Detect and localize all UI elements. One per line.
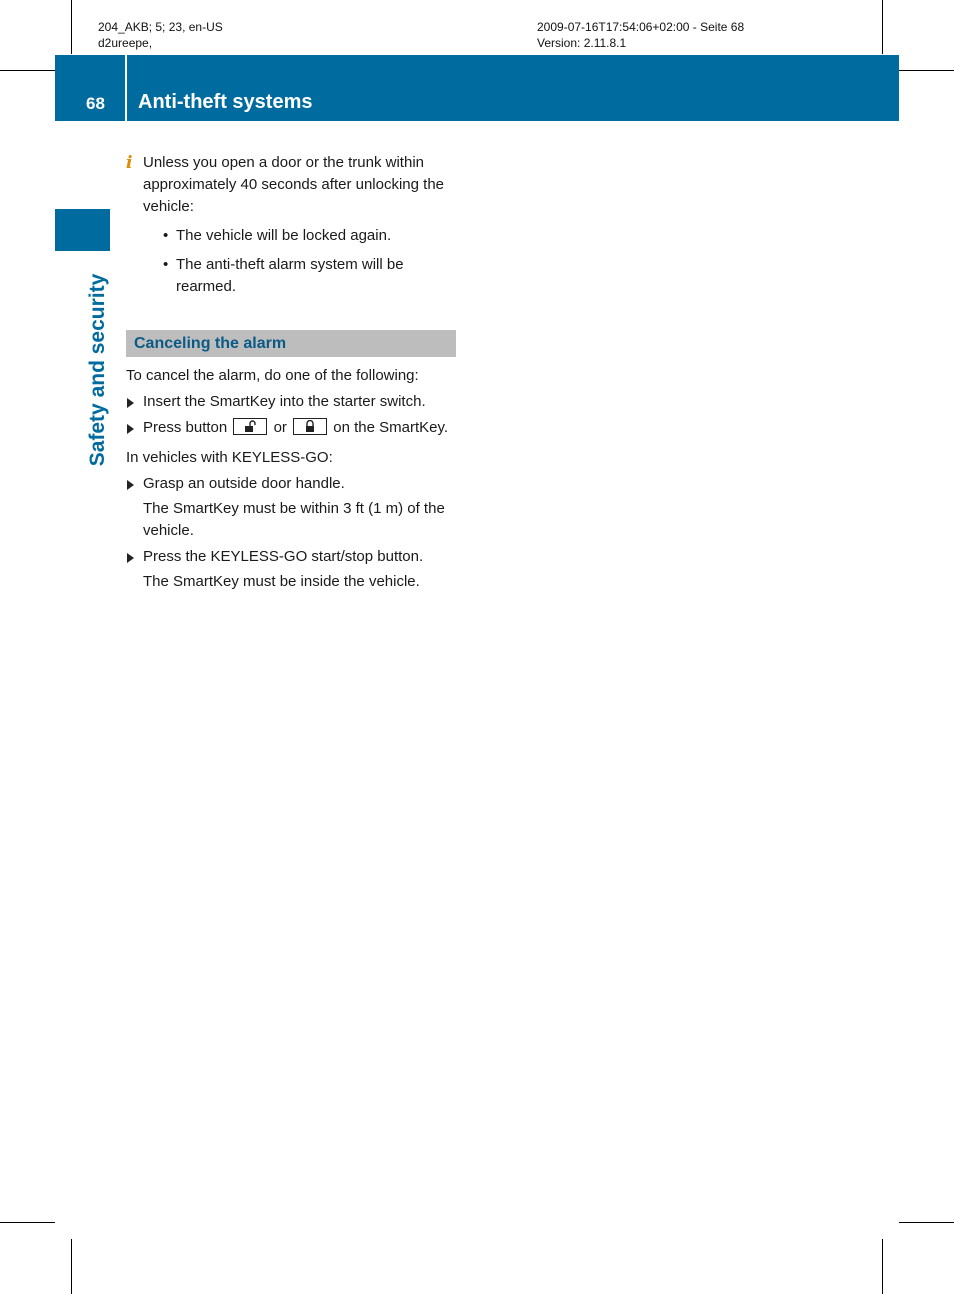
- side-tab-text: Safety and security: [86, 273, 109, 467]
- crop-mark: [0, 1222, 55, 1223]
- page-number: 68: [86, 94, 105, 113]
- crop-mark: [71, 0, 72, 54]
- step-text: Insert the SmartKey into the starter switch.: [143, 393, 426, 410]
- meta-left-line1: 204_AKB; 5; 23, en-US: [98, 20, 223, 34]
- unlock-button-icon: [233, 418, 267, 435]
- meta-right-line1: 2009-07-16T17:54:06+02:00 - Seite 68: [537, 20, 745, 34]
- meta-right-line2: Version: 2.11.8.1: [537, 36, 627, 50]
- list-item: • The anti-theft alarm system will be rearmed.: [159, 254, 456, 298]
- crop-mark: [899, 70, 954, 71]
- info-icon: i: [126, 153, 133, 173]
- info-text: Unless you open a door or the trunk within approximately 40 seconds after unlocking the vehicle:: [143, 154, 445, 215]
- step-text-or: or: [273, 419, 287, 436]
- step-arrow-icon: [127, 480, 134, 490]
- meta-left-line2: d2ureepe,: [98, 36, 153, 50]
- step-arrow-icon: [127, 424, 134, 434]
- step-arrow-icon: [127, 398, 134, 408]
- step-arrow-icon: [127, 553, 134, 563]
- crop-mark: [71, 1239, 72, 1294]
- step-text: Press the KEYLESS-GO start/stop button.: [143, 548, 424, 565]
- header-divider: [125, 55, 127, 121]
- side-tab-block: [55, 209, 110, 251]
- lock-button-icon: [293, 418, 327, 435]
- print-meta-left: [98, 19, 223, 51]
- info-bullet-list: [143, 225, 456, 298]
- step-item: [126, 546, 456, 568]
- step-item: [126, 473, 456, 495]
- crop-mark: [882, 0, 883, 54]
- step-text-prefix: Press button: [143, 419, 228, 436]
- info-note: [126, 152, 456, 298]
- crop-mark: [899, 1222, 954, 1223]
- step-item: [126, 417, 456, 439]
- section-intro: To cancel the alarm, do one of the following:: [126, 367, 419, 384]
- step-text-suffix: on the SmartKey.: [333, 419, 449, 436]
- print-meta-right: [537, 19, 744, 51]
- step-item: [126, 391, 456, 413]
- content-column: [126, 152, 456, 593]
- crop-mark: [882, 1239, 883, 1294]
- crop-mark: [0, 70, 55, 71]
- list-item: • The vehicle will be locked again.: [159, 225, 456, 247]
- step-note: The SmartKey must be inside the vehicle.: [143, 573, 420, 590]
- step-text: Grasp an outside door handle.: [143, 475, 345, 492]
- section-heading: Canceling the alarm: [126, 330, 456, 357]
- keyless-intro: In vehicles with KEYLESS-GO:: [126, 449, 333, 466]
- step-note: The SmartKey must be within 3 ft (1 m) of the vehicle.: [143, 500, 445, 539]
- page-title: Anti-theft systems: [138, 91, 313, 113]
